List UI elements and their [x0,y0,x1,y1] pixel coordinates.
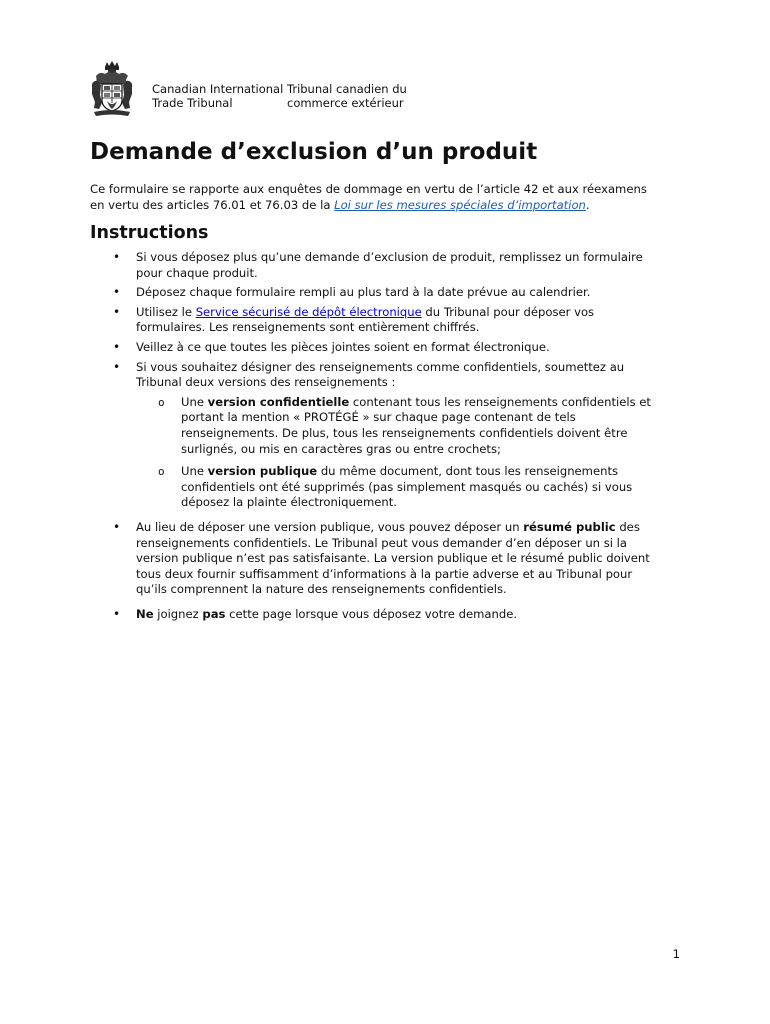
bullet-icon: • [113,519,121,534]
item6-bold: résumé public [523,519,616,534]
intro-paragraph [90,181,650,213]
sub-list [136,395,690,511]
sima-act-link[interactable]: Loi sur les mesures spéciales d’importation [334,198,586,212]
item6-line1 [136,520,690,536]
page-number: 1 [672,947,680,961]
document-header [90,60,407,120]
sub2-prefix: Une [181,464,208,479]
sub1-prefix: Une [181,394,208,409]
item1-line1: Si vous déposez plus qu’une demande d’exclusion de produit, remplissez un formulaire [136,250,643,264]
item6-line5: qu’ils comprennent la nature des renseignements confidentiels. [136,582,507,597]
item5-line1: Si vous souhaitez désigner des renseignements comme confidentiels, soumettez au [136,359,625,374]
item7-line1 [136,607,690,623]
sub2-bold: version publique [207,464,318,479]
list-item [90,285,690,301]
list-item [90,305,690,336]
bullet-icon: • [113,339,121,354]
sub1-bold: version confidentielle [207,394,350,409]
item3-line2: formulaires. Les renseignements sont entièrement chiffrés. [136,320,480,335]
item5-line2: Tribunal deux versions des renseignements : [136,375,396,390]
list-item [90,520,690,598]
item6-line2: renseignements confidentiels. Le Tribunal peut vous demander d’en déposer un si la [136,535,627,550]
sub2-line1 [181,464,690,480]
org-name-english [152,82,287,110]
item3-line1 [136,305,690,321]
sub-bullet-icon: o [158,465,165,479]
org-name-english-line2: Trade Tribunal [152,96,233,110]
item7-bold1: Ne [136,606,154,621]
item1-line2: pour chaque produit. [136,265,258,280]
bullet-icon: • [113,304,121,319]
sub1-rest: contenant tous les renseignements confidentiels et [349,394,651,409]
org-name-french-line1: Tribunal canadien du [287,82,407,96]
list-item [90,360,690,511]
item3-before: Utilisez le [136,304,196,319]
item6-line3: version publique n’est pas satisfaisante. La version publique et le résumé public doivent [136,551,650,566]
sub2-line3: déposez la plainte électroniquement. [181,495,397,510]
item4-line1: Veillez à ce que toutes les pièces jointes soient en format électronique. [136,339,550,354]
org-name-french-line2: commerce extérieur [287,96,404,110]
item7-after: cette page lorsque vous déposez votre demande. [225,606,518,621]
coat-of-arms-icon [90,60,134,118]
intro-line-2 [90,197,650,213]
instructions-list [90,250,690,626]
intro-line-1: Ce formulaire se rapporte aux enquêtes de dommage en vertu de l’article 42 et aux réexamens [90,182,647,196]
page-title: Demande d’exclusion d’un produit [90,139,538,165]
sub1-line2: portant la mention « PROTÉGÉ » sur chaque page contenant de tels [181,410,576,425]
bullet-icon: • [113,359,121,374]
item6-after: des [615,519,640,534]
intro-period: . [585,198,590,212]
intro-text: en vertu des articles 76.01 et 76.03 de la [90,198,335,212]
list-item [90,340,690,356]
sub-list-item [136,395,690,457]
list-item [90,250,690,281]
item3-after: du Tribunal pour déposer vos [421,304,595,319]
sub1-line4: surlignés, ou mis en caractères gras ou entre crochets; [181,441,501,456]
item7-bold2: pas [202,606,226,621]
item6-line4: tous deux fournir suffisamment d’informations à la partie adverse et au Tribunal pour [136,566,633,581]
bullet-icon: • [113,285,121,300]
org-name-english-line1: Canadian International [152,82,284,96]
item7-middle: joignez [153,606,203,621]
sub-list-item [136,464,690,511]
item6-before: Au lieu de déposer une version publique, vous pouvez déposer un [136,519,524,534]
instructions-heading: Instructions [90,223,209,243]
sub2-line2: confidentiels ont été supprimés (pas simplement masqués ou cachés) si vous [181,479,633,494]
sub1-line1 [181,395,690,411]
sub2-rest: du même document, dont tous les renseignements [317,464,619,479]
sub1-line3: renseignements. De plus, tous les renseignements confidentiels doivent être [181,425,628,440]
bullet-icon: • [113,250,121,264]
list-item [90,607,690,623]
item2-line1: Déposez chaque formulaire rempli au plus tard à la date prévue au calendrier. [136,285,591,300]
sub-bullet-icon: o [158,395,165,409]
bullet-icon: • [113,606,121,621]
org-name-french [287,82,427,110]
secure-e-filing-link[interactable]: Service sécurisé de dépôt électronique [195,304,422,319]
